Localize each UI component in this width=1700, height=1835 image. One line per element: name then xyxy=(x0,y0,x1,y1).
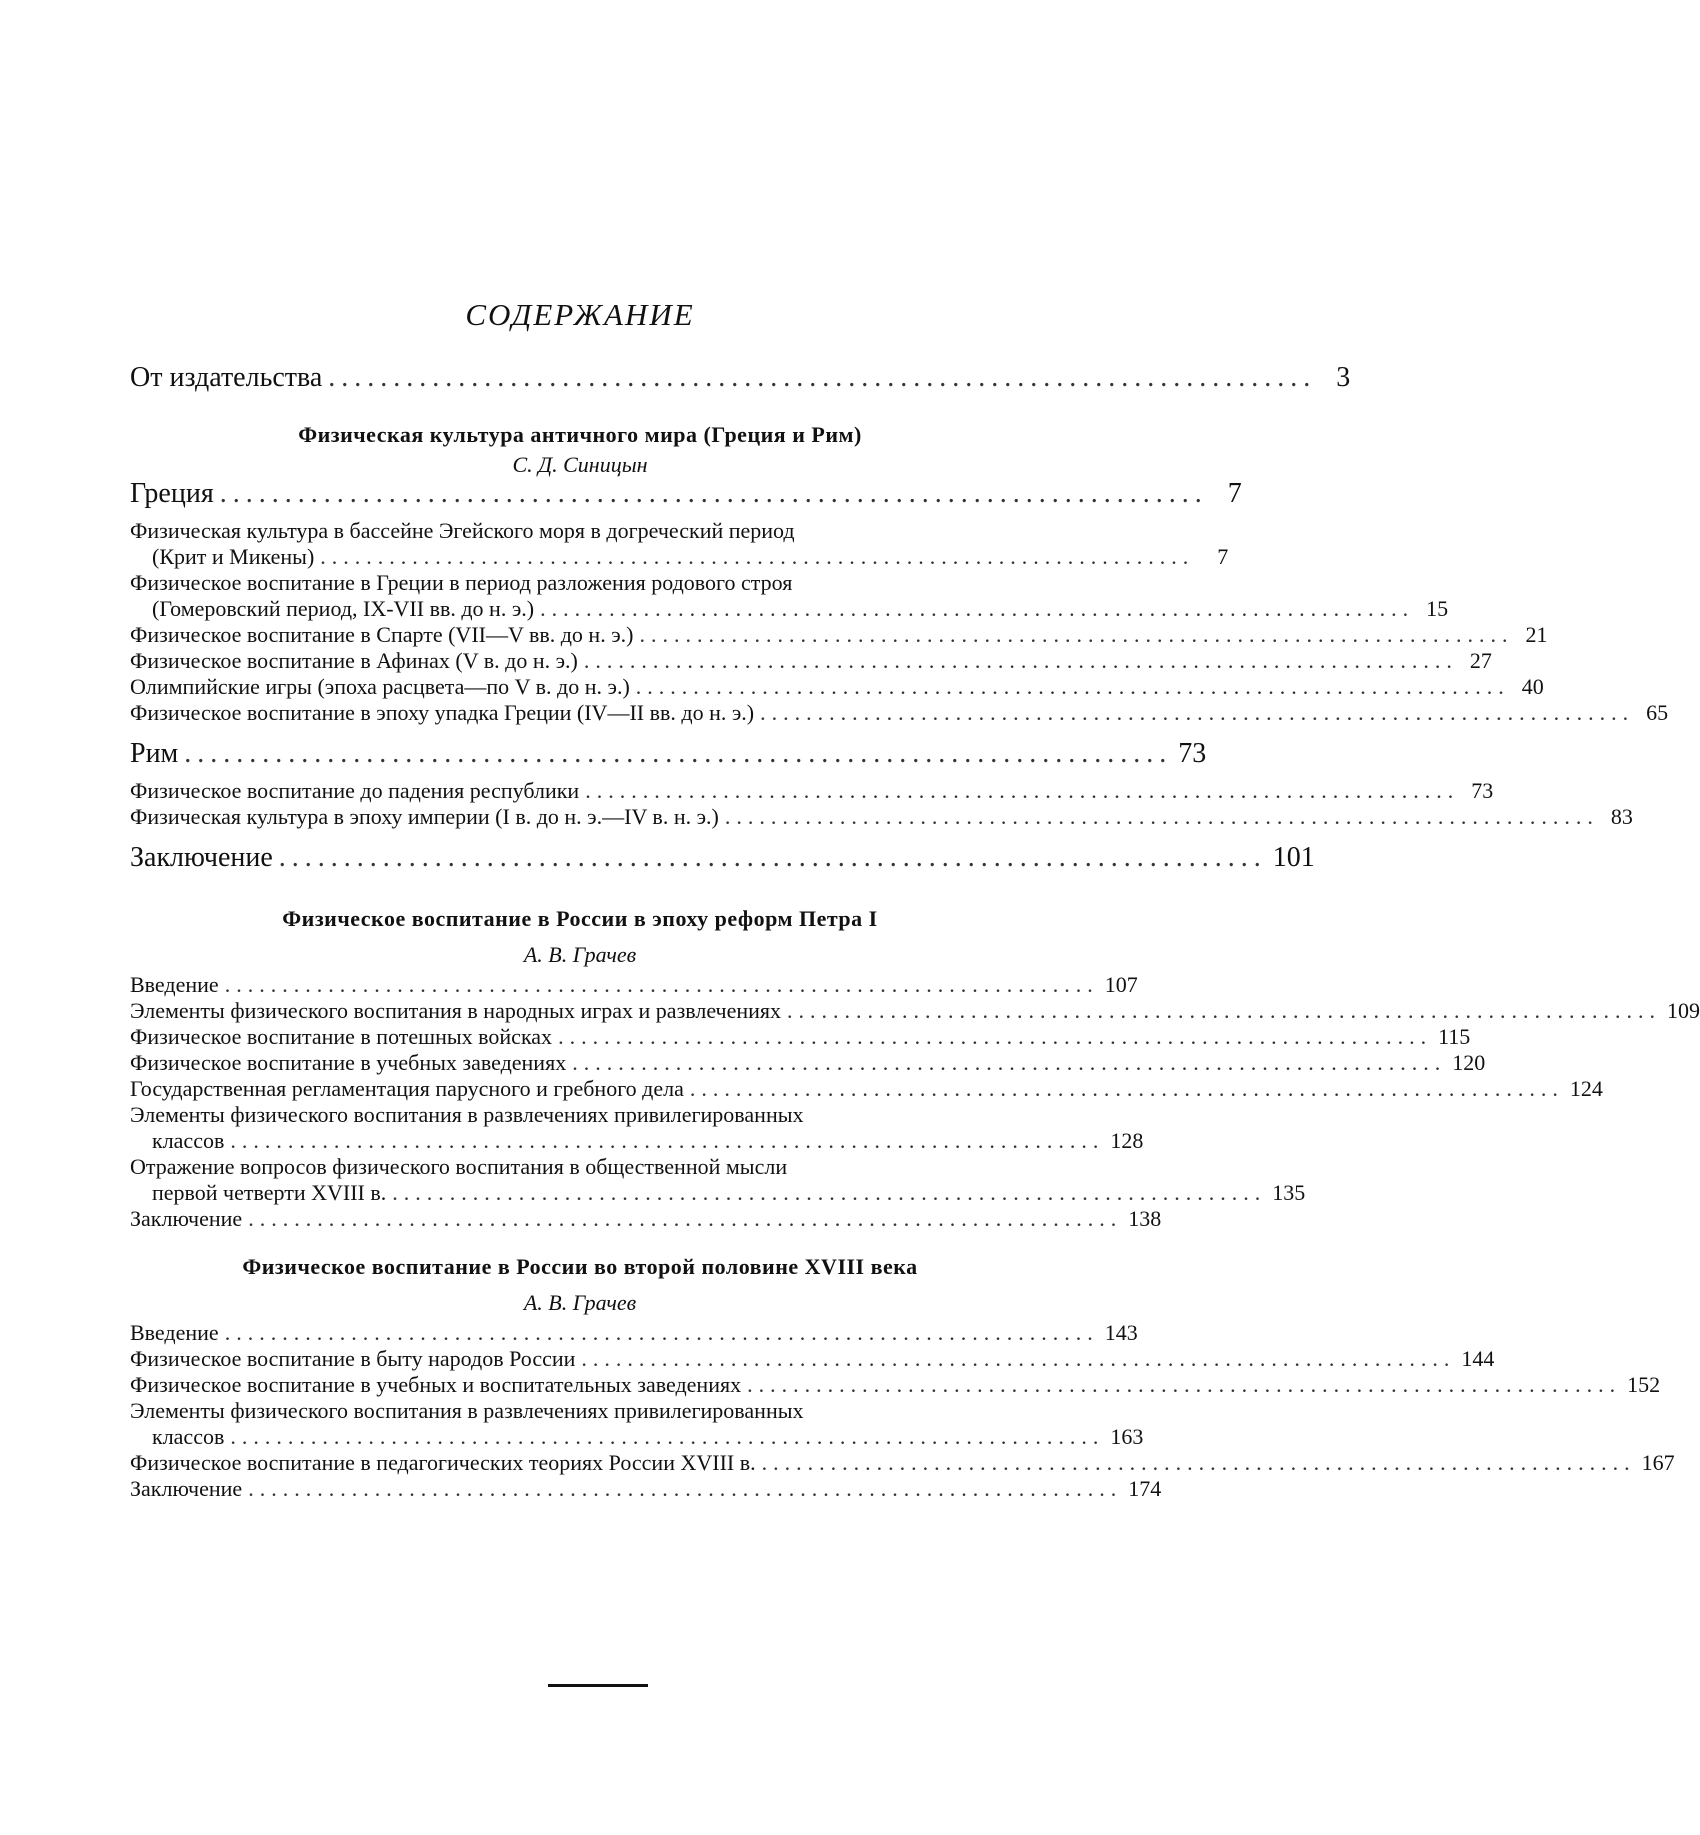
leader-dots: ............................................................................ xyxy=(224,972,1099,997)
toc-entry-line: Отражение вопросов физического воспитания в общественной мысли xyxy=(130,1154,788,1179)
section-heading-18th-century: Физическое воспитание в России во второй половине XVIII века xyxy=(242,1254,918,1279)
page-number: 143 xyxy=(1104,1320,1138,1345)
toc-entry-privileged-2[interactable]: классов ............................................................................ 128 xyxy=(152,1128,1144,1153)
toc-entry-schools-3[interactable]: Физическое воспитание в учебных и воспитательных заведениях ............................................................................ 152 xyxy=(130,1372,1661,1397)
leader-dots: ............................................................................ xyxy=(248,1206,1123,1231)
toc-entry-greece[interactable]: Греция ............................................................................ 7 xyxy=(130,478,1242,509)
toc-entry-schools-2[interactable]: Физическое воспитание в учебных заведениях ............................................................................ 120 xyxy=(130,1050,1486,1075)
toc-entry-rome[interactable]: Рим ............................................................................ 73 xyxy=(130,738,1207,769)
toc-entry-decline[interactable]: Физическое воспитание в эпоху упадка Греции (IV—II вв. до н. э.) ............................................................................ 65 xyxy=(130,700,1669,725)
toc-entry-daily-life[interactable]: Физическое воспитание в быту народов России ............................................................................ 144 xyxy=(130,1346,1495,1371)
toc-entry-privileged-3[interactable]: классов ............................................................................ 163 xyxy=(152,1424,1144,1449)
page-number: 128 xyxy=(1110,1128,1144,1153)
leader-dots: ............................................................................ xyxy=(724,804,1599,829)
toc-entry-crete[interactable]: (Крит и Микены) ............................................................................ 7 xyxy=(152,544,1229,569)
leader-dots: ............................................................................ xyxy=(248,1476,1123,1501)
page-number: 65 xyxy=(1646,700,1669,725)
leader-dots: ............................................................................ xyxy=(639,622,1514,647)
page-number: 101 xyxy=(1272,842,1315,873)
leader-dots: ............................................................................ xyxy=(224,1320,1099,1345)
leader-dots: ............................................................................ xyxy=(278,842,1267,873)
leader-dots: ............................................................................ xyxy=(581,1346,1456,1371)
page-number: 120 xyxy=(1452,1050,1486,1075)
leader-dots: ............................................................................ xyxy=(760,700,1635,725)
toc-entry-intro-2[interactable]: Введение ............................................................................ 107 xyxy=(130,972,1138,997)
section-author: С. Д. Синицын xyxy=(512,452,648,477)
toc-entry-play-troops[interactable]: Физическое воспитание в потешных войсках ............................................................................ 115 xyxy=(130,1024,1471,1049)
toc-entry-publisher[interactable]: От издательства ............................................................................ 3 xyxy=(130,362,1351,393)
leader-dots: ............................................................................ xyxy=(230,1424,1105,1449)
leader-dots: ............................................................................ xyxy=(585,778,1460,803)
leader-dots: ............................................................................ xyxy=(689,1076,1564,1101)
section-author: А. В. Грачев xyxy=(523,1290,637,1315)
leader-dots: ............................................................................ xyxy=(787,998,1662,1023)
page-number: 152 xyxy=(1627,1372,1661,1397)
section-heading-peter: Физическое воспитание в России в эпоху реформ Петра I xyxy=(282,906,878,931)
page-number: 83 xyxy=(1610,804,1633,829)
toc-entry-folk-games[interactable]: Элементы физического воспитания в народных играх и развлечениях ............................................................................ 109 xyxy=(130,998,1700,1023)
toc-entry-empire[interactable]: Физическая культура в эпоху империи (I в. до н. э.—IV в. н. э.) ............................................................................ 83 xyxy=(130,804,1633,829)
section-author: А. В. Грачев xyxy=(523,942,637,967)
leader-dots: ............................................................................ xyxy=(747,1372,1622,1397)
page-number: 138 xyxy=(1128,1206,1162,1231)
leader-dots: ............................................................................ xyxy=(230,1128,1105,1153)
toc-entry-sparta[interactable]: Физическое воспитание в Спарте (VII—V вв. до н. э.) ............................................................................ 21 xyxy=(130,622,1548,647)
toc-entry-conclusion-1[interactable]: Заключение ............................................................................ 101 xyxy=(130,842,1315,873)
toc-entry-line: Физическая культура в бассейне Эгейского моря в догреческий период xyxy=(130,518,795,543)
page-number: 107 xyxy=(1104,972,1138,997)
leader-dots: ............................................................................ xyxy=(320,544,1195,569)
leader-dots: ............................................................................ xyxy=(540,596,1415,621)
leader-dots: ............................................................................ xyxy=(761,1450,1636,1475)
page-number: 21 xyxy=(1525,622,1548,647)
leader-dots: ............................................................................ xyxy=(328,362,1317,393)
leader-dots: ............................................................................ xyxy=(184,738,1173,769)
page-number: 144 xyxy=(1461,1346,1495,1371)
page-number: 174 xyxy=(1128,1476,1162,1501)
toc-entry-homeric[interactable]: (Гомеровский период, IX-VII вв. до н. э.) ............................................................................ 15 xyxy=(152,596,1449,621)
page-number: 3 xyxy=(1336,362,1351,393)
page-number: 27 xyxy=(1469,648,1492,673)
leader-dots: ............................................................................ xyxy=(583,648,1458,673)
closing-rule xyxy=(548,1684,648,1687)
page-number: 163 xyxy=(1110,1424,1144,1449)
leader-dots: ............................................................................ xyxy=(392,1180,1267,1205)
page-number: 115 xyxy=(1438,1024,1471,1049)
page-number: 7 xyxy=(1227,478,1242,509)
page-number: 40 xyxy=(1521,674,1544,699)
toc-entry-public-thought[interactable]: первой четверти XVIII в. ............................................................................ 135 xyxy=(152,1180,1306,1205)
page-number: 167 xyxy=(1641,1450,1675,1475)
page-number: 15 xyxy=(1426,596,1449,621)
toc-entry-republic[interactable]: Физическое воспитание до падения республики ............................................................................ 73 xyxy=(130,778,1494,803)
page-number: 135 xyxy=(1272,1180,1306,1205)
page-title: СОДЕРЖАНИЕ xyxy=(465,297,695,332)
page-number: 7 xyxy=(1217,544,1229,569)
leader-dots: ............................................................................ xyxy=(558,1024,1433,1049)
toc-entry-line: Элементы физического воспитания в развлечениях привилегированных xyxy=(130,1102,804,1127)
page-number: 124 xyxy=(1569,1076,1603,1101)
page-number: 73 xyxy=(1178,738,1207,769)
page-number: 73 xyxy=(1471,778,1494,803)
leader-dots: ............................................................................ xyxy=(635,674,1510,699)
toc-entry-olympics[interactable]: Олимпийские игры (эпоха расцвета—по V в. до н. э.) ............................................................................ 40 xyxy=(130,674,1544,699)
toc-entry-line: Элементы физического воспитания в развлечениях привилегированных xyxy=(130,1398,804,1423)
toc-entry-conclusion-2[interactable]: Заключение ............................................................................ 138 xyxy=(130,1206,1162,1231)
toc-entry-conclusion-3[interactable]: Заключение ............................................................................ 174 xyxy=(130,1476,1162,1501)
page-number: 109 xyxy=(1667,998,1700,1023)
toc-entry-line: Физическое воспитание в Греции в период разложения родового строя xyxy=(130,570,793,595)
toc-entry-pedagogy[interactable]: Физическое воспитание в педагогических теориях России XVIII в. ............................................................................ 167 xyxy=(130,1450,1675,1475)
toc-entry-athens[interactable]: Физическое воспитание в Афинах (V в. до н. э.) ............................................................................ 27 xyxy=(130,648,1492,673)
leader-dots: ............................................................................ xyxy=(572,1050,1447,1075)
leader-dots: ............................................................................ xyxy=(219,478,1208,509)
toc-entry-sailing[interactable]: Государственная регламентация парусного и гребного дела ............................................................................ 124 xyxy=(130,1076,1603,1101)
section-heading-antiquity: Физическая культура античного мира (Греция и Рим) xyxy=(298,422,862,447)
toc-entry-intro-3[interactable]: Введение ............................................................................ 143 xyxy=(130,1320,1138,1345)
